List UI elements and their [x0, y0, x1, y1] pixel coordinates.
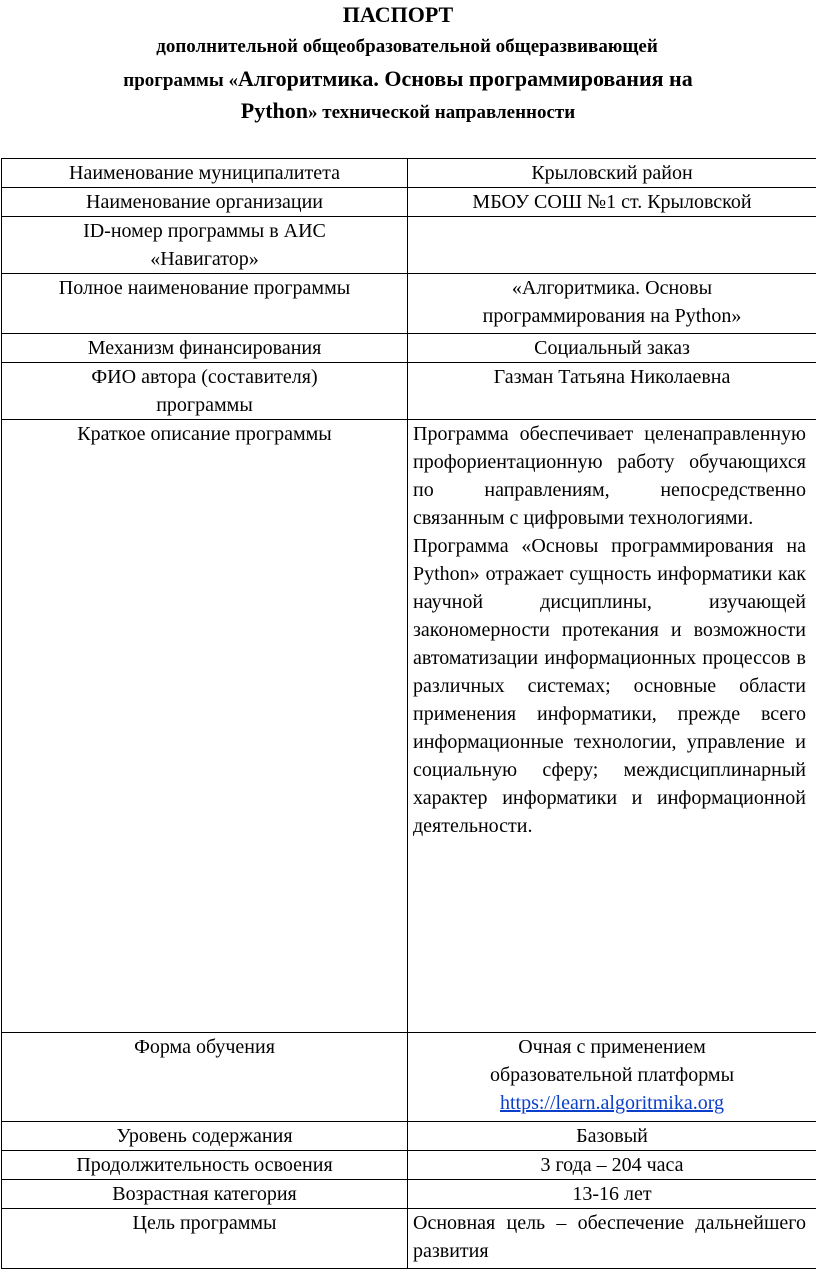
table-row — [2, 274, 816, 334]
value-line-1: Очная с применением — [412, 1033, 812, 1061]
row-label-description: Краткое описание программы — [2, 420, 408, 1033]
row-value-full-name — [408, 274, 816, 334]
table-row — [2, 217, 816, 274]
document-title: ПАСПОРТ — [0, 2, 806, 28]
description-paragraph-2: Программа «Основы программирования на Python» отражает сущность информатики как научной дисциплины, изучающей закономерности протекания и возможности автоматизации информационных процессов в различных системах; основные области применения информатики, прежде всего информационные технологии, управление и социальную сферу; междисциплинарный характер информатики и информационной деятельности. — [413, 532, 806, 840]
document-subtitle-line-3 — [0, 98, 816, 124]
label-line-2: «Навигатор» — [6, 245, 403, 273]
row-value-financing: Социальный заказ — [408, 334, 816, 363]
description-paragraph-1: Программа обеспечивает целенаправленную профориентационную работу обучающихся по направлениям, непосредственно связанным с цифровыми технологиями. — [413, 420, 806, 532]
row-value-municipality: Крыловский район — [408, 159, 816, 188]
row-label-goal: Цель программы — [2, 1209, 408, 1269]
row-label-municipality: Наименование муниципалитета — [2, 159, 408, 188]
value-line-2: образовательной платформы — [412, 1061, 812, 1089]
subtitle-prefix: программы « — [123, 70, 238, 91]
row-value-form — [408, 1033, 816, 1122]
platform-link[interactable]: https://learn.algoritmika.org — [500, 1092, 724, 1114]
program-name-part-2: Python — [241, 98, 308, 123]
label-line-1: ID-номер программы в АИС — [6, 217, 403, 245]
row-label-age: Возрастная категория — [2, 1180, 408, 1209]
row-label-form: Форма обучения — [2, 1033, 408, 1122]
row-label-duration: Продолжительность освоения — [2, 1151, 408, 1180]
value-line-2: программирования на Python» — [412, 302, 812, 330]
row-value-organization: МБОУ СОШ №1 ст. Крыловской — [408, 188, 816, 217]
table-row — [2, 159, 816, 188]
document-subtitle-line-2 — [0, 66, 816, 92]
table-row — [2, 1033, 816, 1122]
subtitle-suffix: » технической направленности — [308, 102, 575, 123]
row-label-organization: Наименование организации — [2, 188, 408, 217]
row-value-duration: 3 года – 204 часа — [408, 1151, 816, 1180]
table-row — [2, 420, 816, 1033]
table-row — [2, 363, 816, 420]
passport-table — [1, 158, 816, 1269]
row-value-author: Газман Татьяна Николаевна — [408, 363, 816, 420]
document-subtitle-line-1: дополнительной общеобразовательной общеразвивающей — [42, 36, 772, 58]
row-label-full-name: Полное наименование программы — [2, 274, 408, 334]
table-row — [2, 1151, 816, 1180]
row-value-age: 13-16 лет — [408, 1180, 816, 1209]
program-name-part-1: Алгоритмика. Основы программирования на — [238, 66, 693, 91]
table-row — [2, 1209, 816, 1269]
table-row — [2, 1122, 816, 1151]
row-value-id-number — [408, 217, 816, 274]
row-value-description — [408, 420, 816, 1033]
row-value-goal: Основная цель – обеспечение дальнейшего развития — [408, 1209, 816, 1269]
row-label-level: Уровень содержания — [2, 1122, 408, 1151]
row-label-id-number — [2, 217, 408, 274]
value-line-1: «Алгоритмика. Основы — [412, 274, 812, 302]
table-row — [2, 334, 816, 363]
label-line-1: ФИО автора (составителя) — [6, 363, 403, 391]
row-label-author — [2, 363, 408, 420]
row-value-level: Базовый — [408, 1122, 816, 1151]
row-label-financing: Механизм финансирования — [2, 334, 408, 363]
table-row — [2, 188, 816, 217]
label-line-2: программы — [6, 391, 403, 419]
table-row — [2, 1180, 816, 1209]
